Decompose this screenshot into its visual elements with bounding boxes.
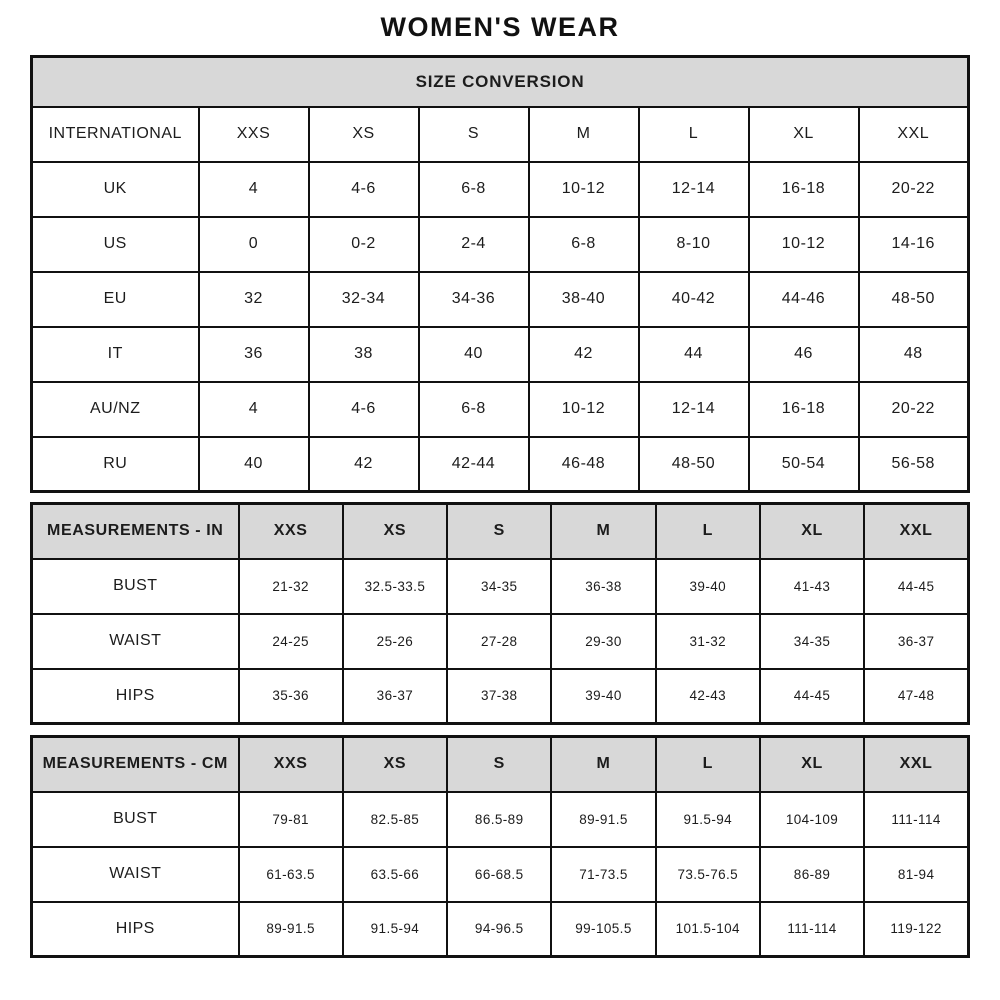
- table-row: [32, 107, 969, 162]
- cell: 44-46: [749, 272, 859, 327]
- cell: 73.5-76.5: [656, 847, 760, 902]
- cell: 66-68.5: [447, 847, 551, 902]
- cell: 40: [199, 437, 309, 492]
- cell: 20-22: [859, 382, 969, 437]
- table-row-eu: [32, 272, 969, 327]
- cell: 71-73.5: [551, 847, 655, 902]
- header-cell-xxs: XXS: [239, 504, 343, 559]
- cell: 27-28: [447, 614, 551, 669]
- row-label-eu: EU: [32, 272, 199, 327]
- header-cell-l: L: [656, 737, 760, 792]
- table-row-it: [32, 327, 969, 382]
- cell: 41-43: [760, 559, 864, 614]
- cell: 89-91.5: [239, 902, 343, 957]
- cell: 79-81: [239, 792, 343, 847]
- header-cell-xl: XL: [760, 504, 864, 559]
- row-label-ru: RU: [32, 437, 199, 492]
- cell: 29-30: [551, 614, 655, 669]
- header-cell-s: S: [447, 737, 551, 792]
- table-row-aunz: [32, 382, 969, 437]
- cell: 0: [199, 217, 309, 272]
- table-header-row: [32, 737, 969, 792]
- cell: 4-6: [309, 382, 419, 437]
- cell: 31-32: [656, 614, 760, 669]
- header-cell-l: L: [656, 504, 760, 559]
- cell: 2-4: [419, 217, 529, 272]
- cell: 111-114: [864, 792, 968, 847]
- header-cell-xxs: XXS: [199, 107, 309, 162]
- row-label-aunz: AU/NZ: [32, 382, 199, 437]
- header-cell-xxs: XXS: [239, 737, 343, 792]
- cell: 16-18: [749, 162, 859, 217]
- header-cell-measurements-cm: MEASUREMENTS - CM: [32, 737, 239, 792]
- header-cell-xxl: XXL: [864, 504, 968, 559]
- cell: 86.5-89: [447, 792, 551, 847]
- header-cell-s: S: [447, 504, 551, 559]
- cell: 86-89: [760, 847, 864, 902]
- header-cell-xl: XL: [760, 737, 864, 792]
- cell: 42-44: [419, 437, 529, 492]
- cell: 63.5-66: [343, 847, 447, 902]
- cell: 16-18: [749, 382, 859, 437]
- header-cell-m: M: [551, 737, 655, 792]
- cell: 40-42: [639, 272, 749, 327]
- row-label-hips: HIPS: [32, 902, 239, 957]
- cell: 25-26: [343, 614, 447, 669]
- cell: 36-38: [551, 559, 655, 614]
- cell: 39-40: [656, 559, 760, 614]
- cell: 91.5-94: [343, 902, 447, 957]
- cell: 56-58: [859, 437, 969, 492]
- cell: 99-105.5: [551, 902, 655, 957]
- row-label-hips: HIPS: [32, 669, 239, 724]
- cell: 46: [749, 327, 859, 382]
- cell: 61-63.5: [239, 847, 343, 902]
- row-label-uk: UK: [32, 162, 199, 217]
- header-cell-l: L: [639, 107, 749, 162]
- table-row: [32, 57, 969, 107]
- cell: 34-35: [447, 559, 551, 614]
- cell: 6-8: [529, 217, 639, 272]
- table-row-waist-cm: [32, 847, 969, 902]
- table-row-hips-in: [32, 669, 969, 724]
- cell: 38-40: [529, 272, 639, 327]
- table-row-us: [32, 217, 969, 272]
- cell: 32: [199, 272, 309, 327]
- cell: 38: [309, 327, 419, 382]
- cell: 42: [309, 437, 419, 492]
- row-label-waist: WAIST: [32, 847, 239, 902]
- cell: 12-14: [639, 382, 749, 437]
- measurements-cm-table: [30, 735, 970, 958]
- cell: 10-12: [529, 162, 639, 217]
- cell: 4: [199, 382, 309, 437]
- header-cell-measurements-in: MEASUREMENTS - IN: [32, 504, 239, 559]
- size-conversion-caption: SIZE CONVERSION: [32, 57, 969, 107]
- cell: 46-48: [529, 437, 639, 492]
- cell: 44: [639, 327, 749, 382]
- table-row-ru: [32, 437, 969, 492]
- cell: 8-10: [639, 217, 749, 272]
- cell: 36: [199, 327, 309, 382]
- page-title: WOMEN'S WEAR: [380, 12, 620, 42]
- cell: 48-50: [639, 437, 749, 492]
- header-cell-m: M: [529, 107, 639, 162]
- cell: 4-6: [309, 162, 419, 217]
- cell: 6-8: [419, 162, 529, 217]
- cell: 48: [859, 327, 969, 382]
- cell: 42-43: [656, 669, 760, 724]
- cell: 20-22: [859, 162, 969, 217]
- header-cell-xs: XS: [343, 737, 447, 792]
- cell: 35-36: [239, 669, 343, 724]
- row-label-waist: WAIST: [32, 614, 239, 669]
- header-cell-international: INTERNATIONAL: [32, 107, 199, 162]
- header-cell-xs: XS: [343, 504, 447, 559]
- cell: 10-12: [529, 382, 639, 437]
- cell: 6-8: [419, 382, 529, 437]
- cell: 44-45: [864, 559, 968, 614]
- header-cell-xl: XL: [749, 107, 859, 162]
- cell: 89-91.5: [551, 792, 655, 847]
- row-label-it: IT: [32, 327, 199, 382]
- header-cell-s: S: [419, 107, 529, 162]
- cell: 36-37: [343, 669, 447, 724]
- cell: 94-96.5: [447, 902, 551, 957]
- cell: 50-54: [749, 437, 859, 492]
- cell: 32.5-33.5: [343, 559, 447, 614]
- header-cell-xs: XS: [309, 107, 419, 162]
- table-row-bust-in: [32, 559, 969, 614]
- header-cell-xxl: XXL: [859, 107, 969, 162]
- cell: 34-36: [419, 272, 529, 327]
- header-cell-m: M: [551, 504, 655, 559]
- cell: 34-35: [760, 614, 864, 669]
- row-label-bust: BUST: [32, 559, 239, 614]
- cell: 32-34: [309, 272, 419, 327]
- cell: 47-48: [864, 669, 968, 724]
- cell: 82.5-85: [343, 792, 447, 847]
- header-cell-xxl: XXL: [864, 737, 968, 792]
- cell: 12-14: [639, 162, 749, 217]
- row-label-us: US: [32, 217, 199, 272]
- cell: 91.5-94: [656, 792, 760, 847]
- cell: 40: [419, 327, 529, 382]
- cell: 4: [199, 162, 309, 217]
- cell: 48-50: [859, 272, 969, 327]
- size-conversion-table: [30, 55, 970, 493]
- cell: 39-40: [551, 669, 655, 724]
- table-header-row: [32, 504, 969, 559]
- cell: 104-109: [760, 792, 864, 847]
- table-row-uk: [32, 162, 969, 217]
- cell: 101.5-104: [656, 902, 760, 957]
- cell: 111-114: [760, 902, 864, 957]
- table-row-hips-cm: [32, 902, 969, 957]
- cell: 44-45: [760, 669, 864, 724]
- cell: 0-2: [309, 217, 419, 272]
- cell: 10-12: [749, 217, 859, 272]
- cell: 36-37: [864, 614, 968, 669]
- table-row-bust-cm: [32, 792, 969, 847]
- table-row-waist-in: [32, 614, 969, 669]
- cell: 37-38: [447, 669, 551, 724]
- cell: 81-94: [864, 847, 968, 902]
- measurements-in-table: [30, 502, 970, 725]
- cell: 14-16: [859, 217, 969, 272]
- cell: 21-32: [239, 559, 343, 614]
- cell: 119-122: [864, 902, 968, 957]
- row-label-bust: BUST: [32, 792, 239, 847]
- cell: 42: [529, 327, 639, 382]
- cell: 24-25: [239, 614, 343, 669]
